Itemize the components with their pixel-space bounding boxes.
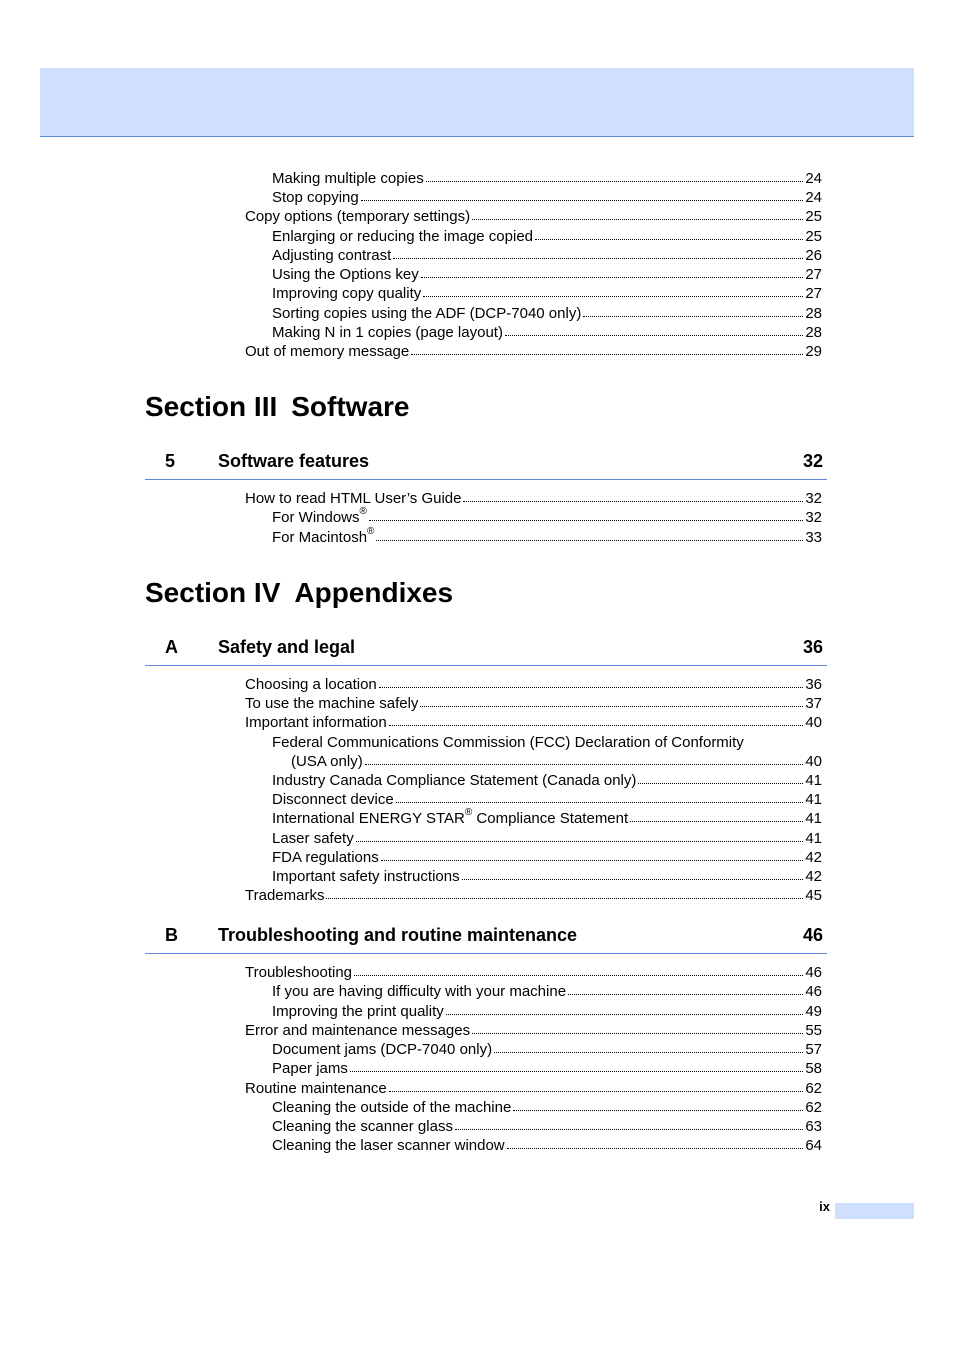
toc-entry-page: 46	[805, 964, 822, 981]
toc-entry[interactable]	[272, 1098, 822, 1117]
dot-leader	[376, 528, 803, 541]
dot-leader	[361, 188, 804, 201]
toc-entry[interactable]	[245, 489, 822, 508]
dot-leader	[472, 1021, 803, 1034]
section-heading	[145, 391, 410, 423]
toc-entry[interactable]	[272, 508, 822, 527]
toc-entry-label: Enlarging or reducing the image copied	[272, 228, 533, 245]
toc-entry-page: 40	[805, 753, 822, 770]
toc-entry-label: Cleaning the outside of the machine	[272, 1099, 512, 1116]
section-prefix: Section IV	[145, 577, 281, 608]
toc-entry-page: 49	[805, 1003, 822, 1020]
toc-entry-page: 41	[805, 791, 822, 808]
toc-entry-label: Important information	[245, 714, 387, 731]
toc-entry-page: 42	[805, 868, 822, 885]
dot-leader	[462, 867, 804, 880]
toc-entry[interactable]	[272, 771, 822, 790]
toc-entry-page: 28	[805, 324, 822, 341]
chapter-number: 5	[165, 451, 176, 471]
dot-leader	[568, 982, 803, 995]
footer-tab	[835, 1203, 914, 1219]
toc-entry-label	[272, 528, 374, 547]
dot-leader	[393, 246, 803, 259]
chapter-heading[interactable]	[145, 923, 827, 954]
toc-entry-page: 24	[805, 189, 822, 206]
toc-entry-page: 64	[805, 1137, 822, 1154]
toc-entry[interactable]	[245, 1079, 822, 1098]
section-heading	[145, 577, 453, 609]
dot-leader	[630, 809, 803, 822]
toc-entry-label	[272, 508, 367, 527]
toc-entry[interactable]	[272, 304, 822, 323]
toc-entry[interactable]	[272, 169, 822, 188]
toc-entry-page: 37	[805, 695, 822, 712]
dot-leader	[638, 771, 803, 784]
dot-leader	[507, 1136, 804, 1149]
toc-entry[interactable]	[272, 1059, 822, 1078]
dot-leader	[513, 1098, 803, 1111]
toc-entry-page: 29	[805, 343, 822, 360]
toc-entry[interactable]	[245, 1021, 822, 1040]
toc-entry-page: 25	[805, 208, 822, 225]
toc-entry[interactable]	[272, 323, 822, 342]
chapter-title: Safety and legal	[218, 637, 356, 657]
dot-leader	[379, 675, 804, 688]
toc-entry-label: How to read HTML User’s Guide	[245, 490, 462, 507]
toc-entry-page: 63	[805, 1118, 822, 1135]
chapter-number: B	[165, 925, 178, 945]
toc-entry-page: 24	[805, 170, 822, 187]
toc-entry-page: 32	[805, 490, 822, 507]
toc-entry-page: 57	[805, 1041, 822, 1058]
toc-entry-label: Using the Options key	[272, 266, 419, 283]
dot-leader	[411, 342, 803, 355]
toc-entry-label: Important safety instructions	[272, 868, 460, 885]
toc-entry[interactable]	[272, 848, 822, 867]
toc-entry-label: Paper jams	[272, 1060, 348, 1077]
dot-leader	[381, 848, 804, 861]
dot-leader	[494, 1040, 803, 1053]
dot-leader	[350, 1059, 803, 1072]
toc-entry-page: 25	[805, 228, 822, 245]
registered-mark: ®	[367, 526, 375, 537]
toc-entry[interactable]	[245, 207, 822, 226]
toc-entry-page: 55	[805, 1022, 822, 1039]
toc-entry[interactable]	[272, 1136, 822, 1155]
dot-leader	[420, 694, 803, 707]
toc-entry-page: 27	[805, 266, 822, 283]
dot-leader	[455, 1117, 803, 1130]
toc-entry-text: For Macintosh	[272, 529, 368, 546]
toc-entry-label: Improving the print quality	[272, 1003, 444, 1020]
toc-entry-page: 46	[805, 983, 822, 1000]
chapter-page: 36	[802, 637, 823, 657]
chapter-heading[interactable]	[145, 449, 827, 480]
toc-entry-page: 41	[805, 772, 822, 789]
dot-leader	[389, 713, 804, 726]
dot-leader	[463, 489, 803, 502]
toc-entry[interactable]	[272, 528, 822, 547]
toc-entry[interactable]	[272, 1117, 822, 1136]
dot-leader	[326, 886, 803, 899]
toc-entry-page: 41	[805, 810, 822, 827]
dot-leader	[446, 1002, 804, 1015]
toc-entry-label: Improving copy quality	[272, 285, 422, 302]
toc-entry-label: Cleaning the laser scanner window	[272, 1137, 505, 1154]
toc-entry[interactable]	[272, 867, 822, 886]
toc-entry-page: 62	[805, 1080, 822, 1097]
registered-mark: ®	[359, 506, 367, 517]
toc-entry-page: 33	[805, 529, 822, 546]
toc-entry-label: Making N in 1 copies (page layout)	[272, 324, 503, 341]
dot-leader	[365, 752, 804, 765]
page-number: ix	[819, 1199, 830, 1214]
toc-entry-text: For Windows	[272, 509, 360, 526]
toc-entry-page: 62	[805, 1099, 822, 1116]
dot-leader	[369, 508, 803, 521]
toc-entry-label: Making multiple copies	[272, 170, 424, 187]
toc-entry[interactable]	[245, 713, 822, 732]
toc-entry-page: 36	[805, 676, 822, 693]
toc-entry[interactable]	[272, 284, 822, 303]
dot-leader	[421, 265, 804, 278]
toc-entry[interactable]	[272, 809, 822, 828]
toc-entry-page: 32	[805, 509, 822, 526]
toc-entry-page: 40	[805, 714, 822, 731]
toc-entry[interactable]	[272, 829, 822, 848]
toc-entry-label: FDA regulations	[272, 849, 379, 866]
toc-entry-page: 45	[805, 887, 822, 904]
toc-entry-label: Stop copying	[272, 189, 359, 206]
toc-entry-page: 58	[805, 1060, 822, 1077]
section-title: Appendixes	[294, 577, 454, 608]
dot-leader	[396, 790, 804, 803]
toc-entry[interactable]	[245, 886, 822, 905]
dot-leader	[505, 323, 803, 336]
dot-leader	[354, 963, 803, 976]
dot-leader	[535, 227, 803, 240]
toc-entry[interactable]	[245, 694, 822, 713]
toc-entry-page: 42	[805, 849, 822, 866]
toc-entry-page: 26	[805, 247, 822, 264]
toc-entry-label: Troubleshooting	[245, 964, 353, 981]
toc-entry-page: 28	[805, 305, 822, 322]
dot-leader	[389, 1079, 804, 1092]
toc-entry[interactable]	[291, 752, 822, 771]
toc-entry[interactable]	[272, 1002, 822, 1021]
section-title: Software	[291, 391, 410, 422]
toc-entry-text: International ENERGY STAR	[272, 810, 465, 827]
toc-entry[interactable]	[272, 790, 822, 809]
toc-entry-first-line[interactable]: Federal Communications Commission (FCC) Declaration of Conformity	[272, 734, 744, 751]
chapter-heading[interactable]	[145, 635, 827, 666]
toc-entry-label: (USA only)	[291, 753, 363, 770]
dot-leader	[423, 284, 803, 297]
toc-entry-label: Copy options (temporary settings)	[245, 208, 471, 225]
chapter-page: 46	[802, 925, 823, 945]
toc-entry-label: If you are having difficulty with your machine	[272, 983, 567, 1000]
toc-entry-label: Error and maintenance messages	[245, 1022, 471, 1039]
section-prefix: Section III	[145, 391, 278, 422]
header-band	[40, 68, 914, 137]
chapter-page: 32	[802, 451, 823, 471]
toc-entry[interactable]	[245, 675, 822, 694]
toc-entry[interactable]	[272, 1040, 822, 1059]
toc-entry-label: Document jams (DCP-7040 only)	[272, 1041, 493, 1058]
toc-entry-label: To use the machine safely	[245, 695, 419, 712]
chapter-number: A	[165, 637, 178, 657]
toc-entry[interactable]	[272, 982, 822, 1001]
toc-entry-label: Out of memory message	[245, 343, 410, 360]
toc-entry[interactable]	[245, 342, 822, 361]
chapter-title: Troubleshooting and routine maintenance	[218, 925, 578, 945]
dot-leader	[356, 829, 804, 842]
toc-entry-label: Laser safety	[272, 830, 354, 847]
toc-entry-text-suffix: Compliance Statement	[472, 810, 629, 827]
dot-leader	[426, 169, 804, 182]
toc-entry[interactable]	[245, 963, 822, 982]
toc-entry-page: 27	[805, 285, 822, 302]
toc-entry[interactable]	[272, 246, 822, 265]
toc-entry-label: Routine maintenance	[245, 1080, 387, 1097]
toc-entry-label: Sorting copies using the ADF (DCP-7040 only)	[272, 305, 582, 322]
toc-entry-label: Disconnect device	[272, 791, 394, 808]
toc-entry-label	[272, 809, 628, 828]
toc-entry-label: Choosing a location	[245, 676, 377, 693]
toc-entry-label: Industry Canada Compliance Statement (Canada only)	[272, 772, 637, 789]
dot-leader	[472, 207, 803, 220]
toc-entry-label: Adjusting contrast	[272, 247, 392, 264]
toc-entry-page: 41	[805, 830, 822, 847]
toc-entry[interactable]	[272, 188, 822, 207]
chapter-title: Software features	[218, 451, 370, 471]
registered-mark: ®	[464, 807, 473, 818]
toc-entry-label: Trademarks	[245, 887, 325, 904]
dot-leader	[583, 304, 803, 317]
toc-entry[interactable]	[272, 265, 822, 284]
toc-entry[interactable]	[272, 227, 822, 246]
toc-entry-label: Cleaning the scanner glass	[272, 1118, 453, 1135]
